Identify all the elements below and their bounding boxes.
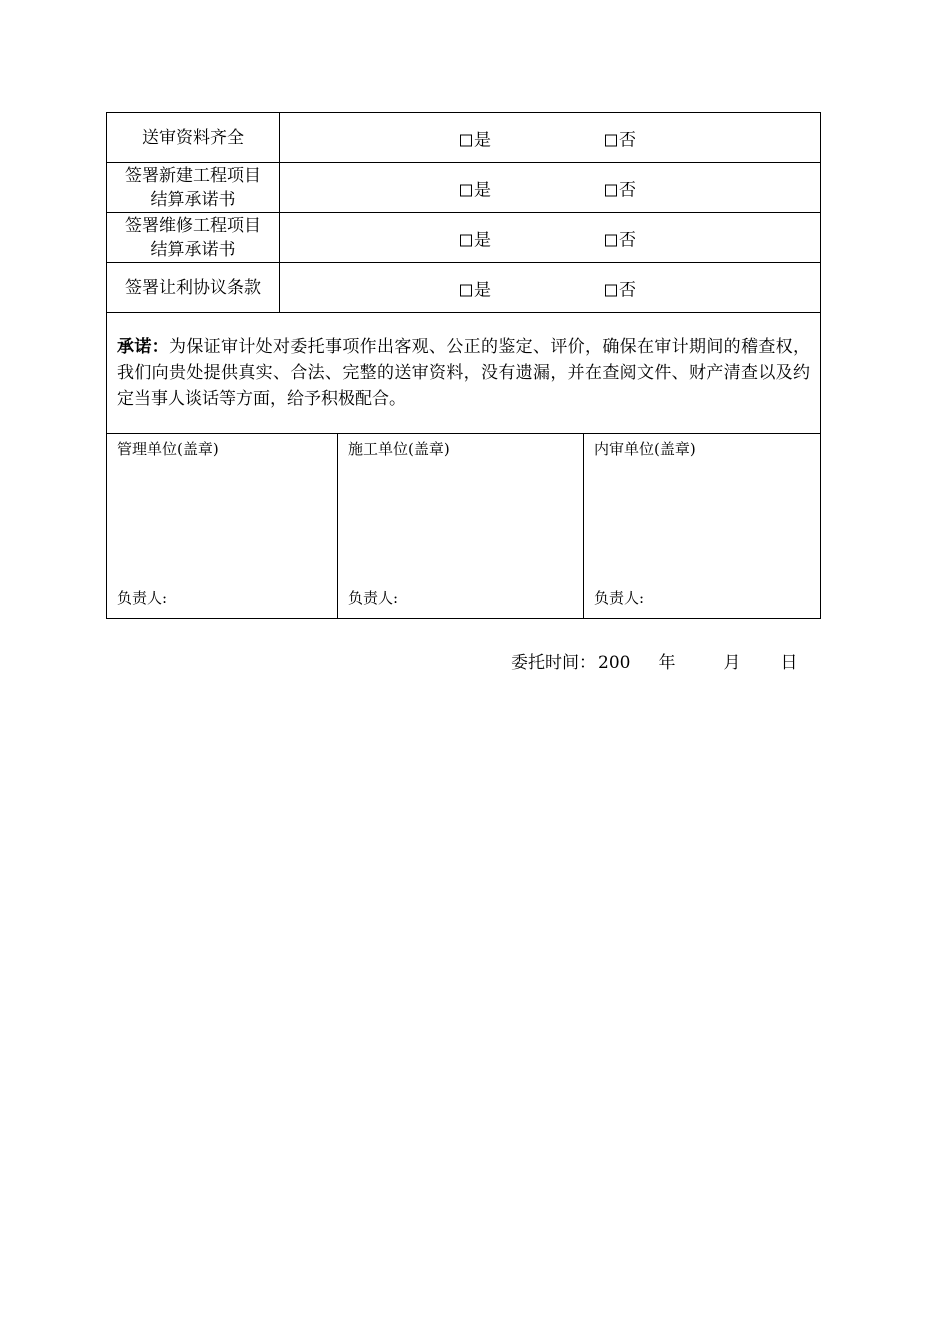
no-label: 否 — [619, 230, 636, 250]
signature-table — [107, 434, 820, 618]
row-label-line: 结算承诺书 — [150, 189, 236, 210]
checkbox-icon[interactable] — [605, 184, 617, 196]
yes-label: 是 — [474, 280, 491, 300]
promise-lead: 承诺： — [117, 337, 169, 357]
signature-person: 负责人: — [348, 589, 399, 607]
signature-person: 负责人: — [594, 589, 645, 607]
date-month-unit: 月 — [723, 653, 741, 673]
yes-option[interactable] — [460, 275, 491, 300]
choice-cell — [280, 263, 821, 313]
date-year-unit: 年 — [658, 653, 676, 673]
no-label: 否 — [619, 130, 636, 150]
checkbox-icon[interactable] — [605, 134, 617, 146]
row-label — [107, 163, 280, 213]
yes-label: 是 — [474, 180, 491, 200]
no-option[interactable] — [605, 175, 636, 200]
signature-person: 负责人: — [117, 589, 168, 607]
checkbox-icon[interactable] — [605, 234, 617, 246]
yes-option[interactable] — [460, 175, 491, 200]
no-option[interactable] — [605, 275, 636, 300]
signature-block-construction[interactable] — [338, 434, 584, 618]
checkbox-icon[interactable] — [460, 184, 472, 196]
checkbox-icon[interactable] — [460, 234, 472, 246]
row-label-line: 送审资料齐全 — [142, 127, 244, 148]
audit-form-table — [106, 112, 821, 619]
yes-label: 是 — [474, 130, 491, 150]
form-row-repair-project-commitment — [107, 213, 821, 263]
yes-option[interactable] — [460, 225, 491, 250]
date-year-prefix[interactable]: 200 — [598, 653, 631, 673]
form-row-materials-complete — [107, 113, 821, 163]
date-label: 委托时间： — [511, 653, 596, 673]
promise-row — [107, 313, 821, 434]
signature-block-management[interactable] — [107, 434, 338, 618]
row-label-line: 签署新建工程项目 — [125, 165, 261, 186]
checkbox-icon[interactable] — [460, 284, 472, 296]
row-label-line: 签署维修工程项目 — [125, 215, 261, 236]
row-label — [107, 213, 280, 263]
no-option[interactable] — [605, 225, 636, 250]
no-label: 否 — [619, 280, 636, 300]
choice-cell — [280, 113, 821, 163]
signature-block-internal-audit[interactable] — [584, 434, 821, 618]
row-label — [107, 263, 280, 313]
checkbox-icon[interactable] — [460, 134, 472, 146]
checkbox-icon[interactable] — [605, 284, 617, 296]
row-label-line: 签署让利协议条款 — [125, 277, 261, 298]
yes-label: 是 — [474, 230, 491, 250]
signature-section — [107, 434, 821, 619]
choice-cell — [280, 213, 821, 263]
form-row-profit-concession — [107, 263, 821, 313]
no-label: 否 — [619, 180, 636, 200]
form-row-new-project-commitment — [107, 163, 821, 213]
no-option[interactable] — [605, 125, 636, 150]
promise-statement — [107, 313, 821, 434]
signature-row — [107, 434, 821, 619]
yes-option[interactable] — [460, 125, 491, 150]
signature-title: 内审单位(盖章) — [594, 440, 696, 458]
promise-text: 为保证审计处对委托事项作出客观、公正的鉴定、评价，确保在审计期间的稽查权，我们向贵处提供真实、合法、完整的送审资料，没有遗漏，并在查阅文件、财产清查以及约定当事人谈话等方面，给予积极配合。 — [117, 337, 810, 409]
row-label — [107, 113, 280, 163]
signature-title: 施工单位(盖章) — [348, 440, 450, 458]
choice-cell — [280, 163, 821, 213]
row-label-line: 结算承诺书 — [150, 239, 236, 260]
commission-date — [511, 648, 797, 673]
signature-title: 管理单位(盖章) — [117, 440, 219, 458]
date-day-unit: 日 — [780, 653, 798, 673]
